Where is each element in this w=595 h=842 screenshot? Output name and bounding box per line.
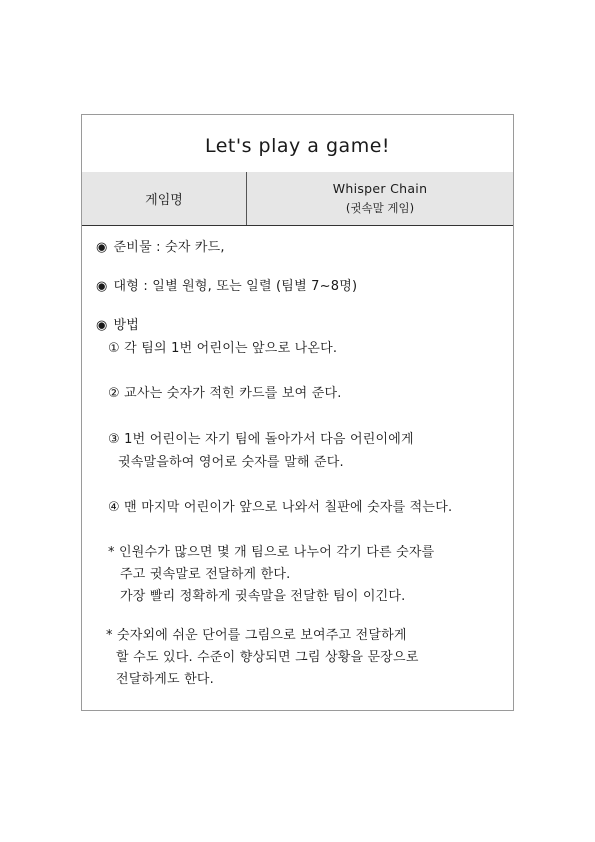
method-heading — [96, 314, 139, 333]
formation-text: 대형 : 일별 원형, 또는 일렬 (팀별 7~8명) — [113, 279, 358, 294]
step-line: ① 각 팀의 1번 어린이는 앞으로 나온다. — [108, 341, 338, 356]
game-name-value — [247, 172, 513, 225]
method-heading-text: 방법 — [113, 318, 140, 333]
bullet-icon: ◉ — [96, 240, 108, 255]
game-name-label: 게임명 — [82, 172, 247, 225]
note-line: 할 수도 있다. 수준이 향상되면 그림 상황을 문장으로 — [116, 650, 419, 665]
step-line: ② 교사는 숫자가 적힌 카드를 보여 준다. — [108, 386, 342, 401]
page-title: Let's play a game! — [204, 134, 391, 157]
step-line-continued: 귓속말을하여 영어로 숫자를 말해 준다. — [118, 455, 344, 470]
game-name-row — [82, 172, 513, 226]
materials-text: 준비물 : 숫자 카드, — [113, 240, 225, 255]
bullet-icon: ◉ — [96, 279, 108, 294]
game-card — [81, 114, 514, 711]
materials-line — [96, 236, 225, 255]
game-name-korean: (귓속말 게임) — [345, 201, 415, 215]
formation-line — [96, 275, 357, 294]
note-line: 가장 빨리 정확하게 귓속말을 전달한 팀이 이긴다. — [120, 589, 406, 604]
bullet-icon: ◉ — [96, 318, 108, 333]
note-line: * 숫자외에 쉬운 단어를 그림으로 보여주고 전달하게 — [106, 628, 407, 643]
game-name-english: Whisper Chain — [332, 181, 428, 196]
note-line: 주고 귓속말로 전달하게 한다. — [120, 567, 291, 582]
title-row — [82, 115, 513, 173]
note-line: 전달하게도 한다. — [116, 672, 214, 687]
note-line: * 인원수가 많으면 몇 개 팀으로 나누어 각기 다른 숫자를 — [108, 545, 435, 560]
step-line: ④ 맨 마지막 어린이가 앞으로 나와서 칠판에 숫자를 적는다. — [108, 500, 453, 515]
step-line: ③ 1번 어린이는 자기 팀에 돌아가서 다음 어린이에게 — [108, 432, 414, 447]
